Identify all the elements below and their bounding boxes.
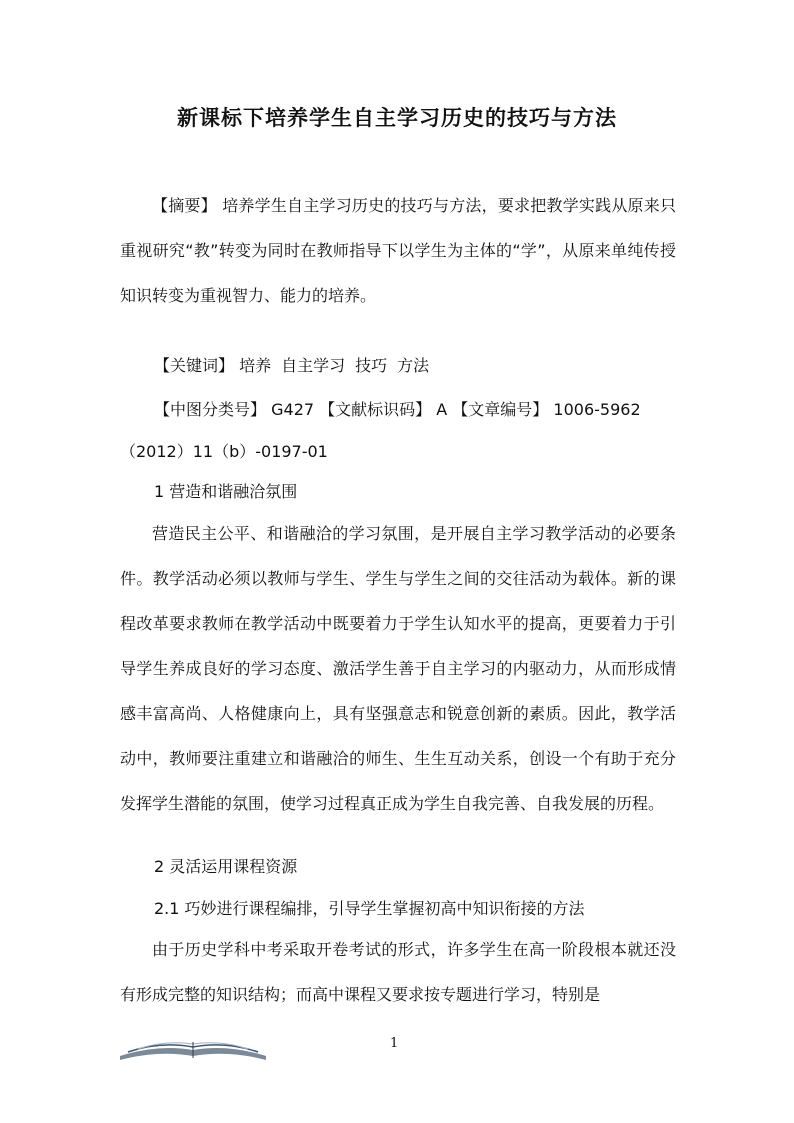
clc-value: G427 [271, 400, 315, 419]
page-number: 1 [390, 1036, 399, 1051]
classification-line [154, 387, 641, 432]
doc-code-value: A [436, 400, 448, 419]
keywords-line [154, 343, 429, 388]
doc-code-label: 【文献标识码】 [319, 400, 432, 419]
document-title: 新课标下培养学生自主学习历史的技巧与方法 [177, 106, 617, 130]
keyword-item: 自主学习 [281, 356, 346, 375]
article-number-continuation: （2012）11（b）-0197-01 [120, 442, 328, 461]
abstract-label: 【摘要】 [152, 196, 217, 215]
section-paragraph: 营造民主公平、和谐融洽的学习氛围，是开展自主学习教学活动的必要条件。教学活动必须以教师与学生、学生与学生之间的交往活动为载体。新的课程改革要求教师在教学活动中既要着力于学生认知水平的提高，更要着力于引导学生养成良好的学习态度、激活学生善于自主学习的内驱动力，从而形成情感丰富高尚、人格健康向上，具有坚强意志和锐意创新的素质。因此，教学活动中，教师要注重建立和谐融洽的师生、生生互动关系，创设一个有助于充分发挥学生潜能的氛围，使学习过程真正成为学生自我完善、自我发展的历程。 [120, 524, 676, 813]
clc-label: 【中图分类号】 [154, 400, 267, 419]
abstract-text: 培养学生自主学习历史的技巧与方法，要求把教学实践从原来只重视研究“教”转变为同时在教师指导下以学生为主体的“学”，从原来单纯传授知识转变为重视智力、能力的培养。 [120, 196, 676, 305]
article-no-label: 【文章编号】 [452, 400, 549, 419]
keyword-item: 技巧 [355, 356, 388, 375]
keyword-item: 方法 [397, 356, 430, 375]
keyword-item: 培养 [239, 356, 272, 375]
section-paragraph: 由于历史学科中考采取开卷考试的形式，许多学生在高一阶段根本就还没有形成完整的知识结构；而高中课程又要求按专题进行学习，特别是 [120, 940, 676, 1004]
keywords-label: 【关键词】 [154, 356, 235, 375]
abstract-paragraph [120, 183, 676, 318]
section-heading: 1 营造和谐融洽氛围 [154, 482, 298, 501]
book-logo-icon [118, 1036, 268, 1062]
section-subheading: 2.1 巧妙进行课程编排，引导学生掌握初高中知识衔接的方法 [154, 899, 585, 918]
article-no-value: 1006-5962 [553, 400, 641, 419]
section-heading: 2 灵活运用课程资源 [154, 857, 298, 876]
